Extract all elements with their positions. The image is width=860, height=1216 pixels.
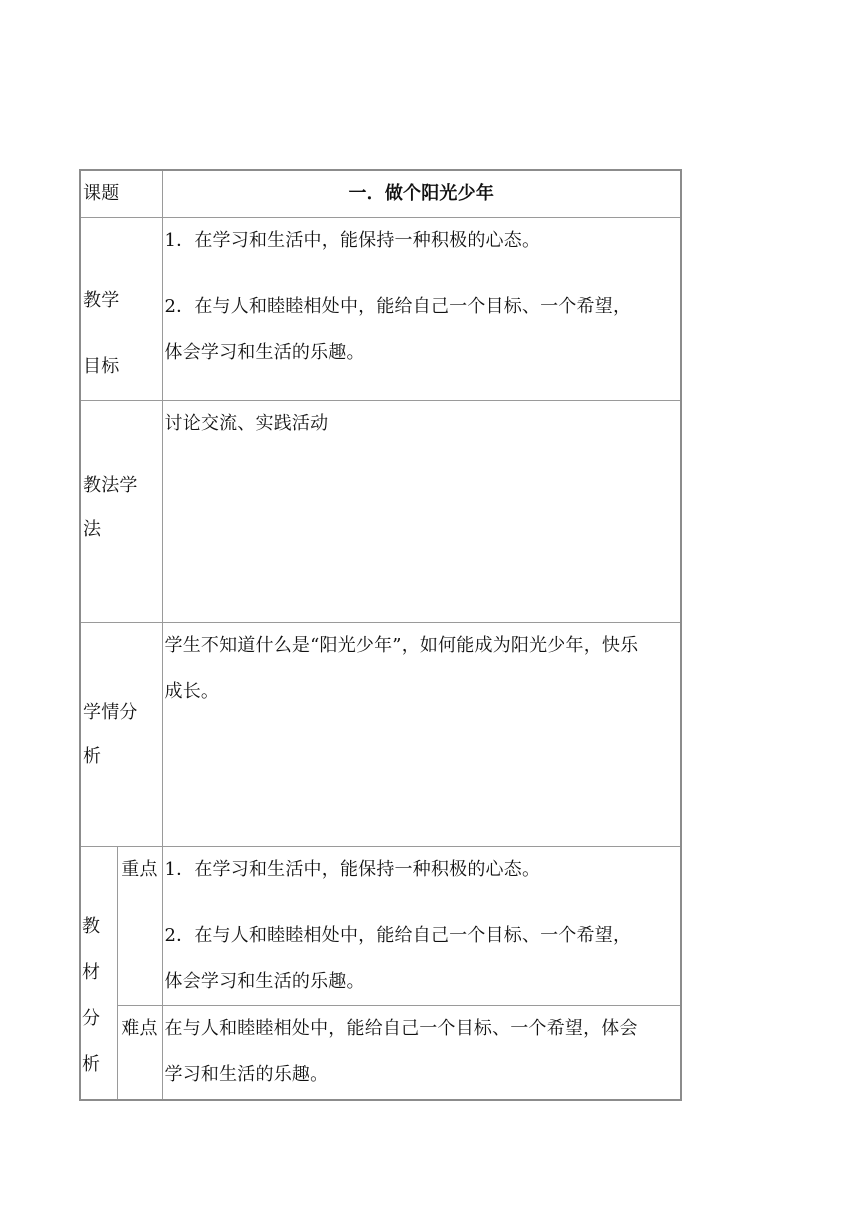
methods-content <box>162 401 681 623</box>
methods-row <box>80 401 681 623</box>
methods-label <box>80 401 162 623</box>
goals-label <box>80 218 162 401</box>
analysis-label-line1: 学情分 <box>83 701 138 723</box>
lesson-plan-table <box>79 169 682 1101</box>
analysis-row <box>80 623 681 847</box>
analysis-line1: 学生不知道什么是“阳光少年”，如何能成为阳光少年，快乐 <box>164 635 639 656</box>
goals-content <box>162 218 681 401</box>
material-label-char-2: 材 <box>82 961 101 983</box>
goal-item-2-line1: 2．在与人和睦睦相处中，能给自己一个目标、一个希望， <box>164 296 632 317</box>
goal-item-2-line2: 体会学习和生活的乐趣。 <box>164 342 365 363</box>
analysis-label-line2: 析 <box>83 745 102 767</box>
goals-label-line2: 目标 <box>83 356 120 377</box>
methods-text: 讨论交流、实践活动 <box>164 413 329 434</box>
difficulties-line1: 在与人和睦睦相处中，能给自己一个目标、一个希望，体会 <box>164 1018 638 1039</box>
material-label-char-3: 分 <box>82 1007 101 1029</box>
key-point-item-2-line2: 体会学习和生活的乐趣。 <box>164 971 365 992</box>
material-label-char-4: 析 <box>82 1053 101 1075</box>
difficulties-line2: 学习和生活的乐趣。 <box>164 1064 329 1085</box>
material-label <box>80 847 117 1100</box>
methods-label-line2: 法 <box>83 518 102 540</box>
analysis-content <box>162 623 681 847</box>
topic-row <box>80 170 681 218</box>
analysis-label <box>80 623 162 847</box>
analysis-line2: 成长。 <box>164 681 220 702</box>
goals-label-line1: 教学 <box>83 290 120 311</box>
key-points-label: 重点 <box>117 847 162 1006</box>
difficulties-content <box>162 1006 681 1100</box>
topic-label: 课题 <box>80 170 162 218</box>
key-points-row <box>80 847 681 1006</box>
key-points-content <box>162 847 681 1006</box>
key-point-item-2-line1: 2．在与人和睦睦相处中，能给自己一个目标、一个希望， <box>164 925 632 946</box>
difficulties-row <box>80 1006 681 1100</box>
methods-label-line1: 教法学 <box>83 474 138 496</box>
material-label-char-1: 教 <box>82 915 101 937</box>
goals-row <box>80 218 681 401</box>
key-point-item-1: 1．在学习和生活中，能保持一种积极的心态。 <box>164 859 541 880</box>
goal-item-1: 1．在学习和生活中，能保持一种积极的心态。 <box>164 230 541 251</box>
lesson-title: 一．做个阳光少年 <box>162 170 681 218</box>
difficulties-label: 难点 <box>117 1006 162 1100</box>
